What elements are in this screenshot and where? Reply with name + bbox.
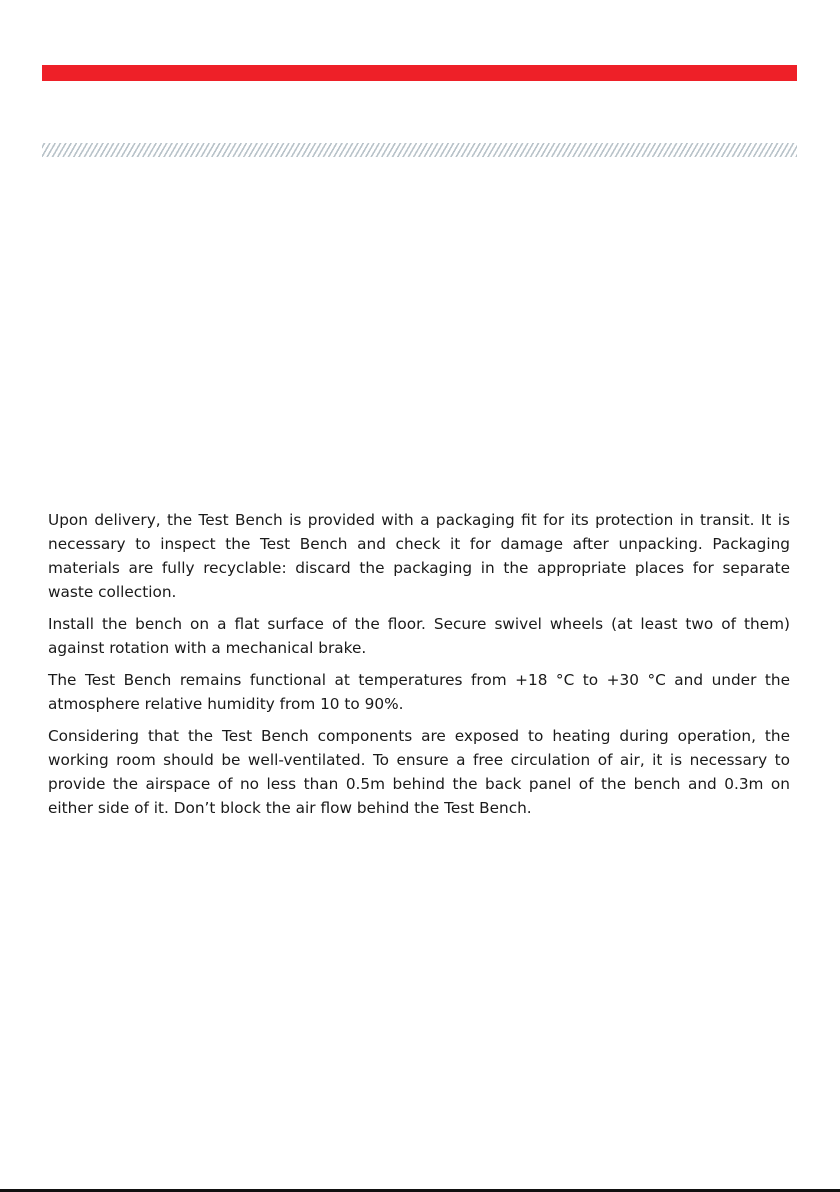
document-body — [48, 508, 790, 828]
paragraph-ventilation: Considering that the Test Bench components are exposed to heating during operation, the working room should be well-ventilated. To ensure a free circulation of air, it is necessary to provide the airspace of no less than 0.5m behind the back panel of the bench and 0.3m on either side of it. Don’t block the air flow behind the Test Bench. — [48, 727, 790, 817]
paragraph-delivery: Upon delivery, the Test Bench is provided with a packaging fit for its protection in transit. It is necessary to inspect the Test Bench and check it for damage after unpacking. Packaging materials are fully recyclable: discard the packaging in the appropriate places for separate waste collection. — [48, 511, 790, 601]
paragraph-installation: Install the bench on a flat surface of the floor. Secure swivel wheels (at least two of them) against rotation with a mechanical brake. — [48, 615, 790, 657]
paragraph-operating-conditions: The Test Bench remains functional at temperatures from +18 °C to +30 °C and under the atmosphere relative humidity from 10 to 90%. — [48, 671, 790, 713]
section-divider-hatch — [42, 143, 797, 157]
header-accent-bar — [42, 65, 797, 81]
